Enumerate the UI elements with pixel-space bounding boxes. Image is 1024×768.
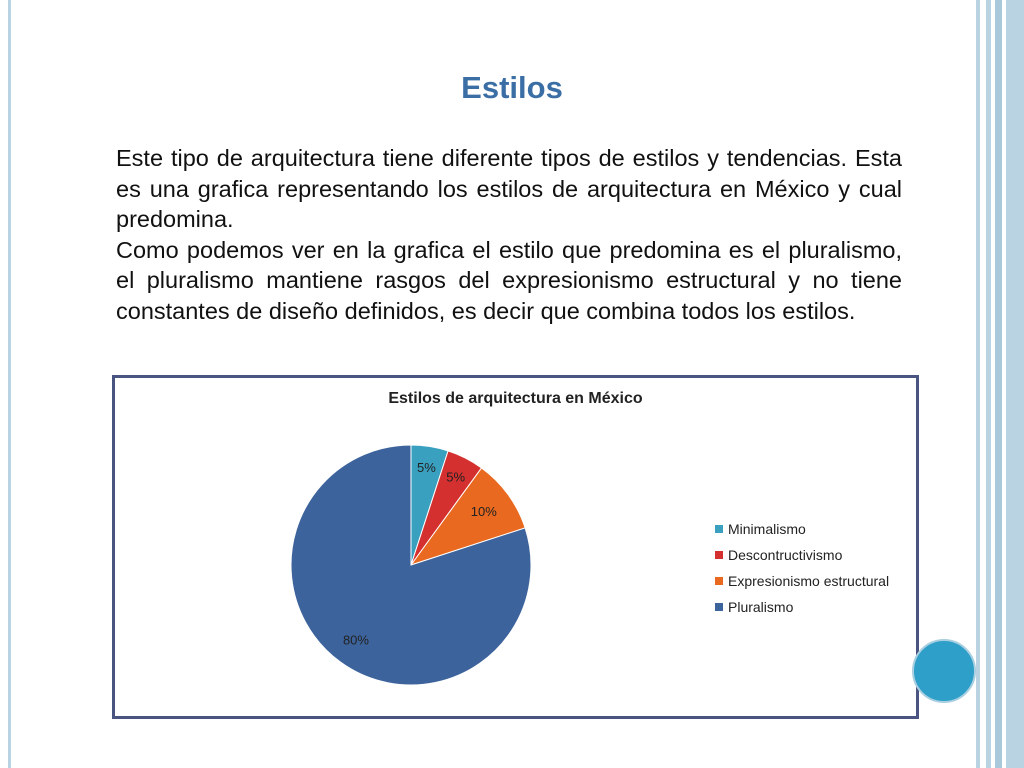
pie-data-label: 5% <box>446 469 466 485</box>
slide-title: Estilos <box>461 70 563 105</box>
legend-swatch <box>715 603 723 611</box>
legend-swatch <box>715 551 723 559</box>
pie-data-label: 80% <box>342 632 369 648</box>
paragraph-2: Como podemos ver en la grafica el estilo que predomina es el pluralismo, el pluralismo mantiene rasgos del expresionismo estructural y no tiene constantes de diseño definidos, es decir que combina todos los estilos. <box>116 236 902 324</box>
pie-data-label: 5% <box>416 459 436 475</box>
legend-item <box>715 594 889 620</box>
legend-label: Minimalismo <box>728 521 806 537</box>
legend-item <box>715 516 889 542</box>
paragraph-1: Este tipo de arquitectura tiene diferente tipos de estilos y tendencias. Esta es una grafica representando los estilos de arquitectura en México y cual predomina. <box>116 145 902 232</box>
right-decorative-bars <box>976 0 1024 768</box>
decorative-circle <box>912 639 976 703</box>
chart-legend <box>715 516 889 620</box>
legend-item <box>715 568 889 594</box>
legend-label: Expresionismo estructural <box>728 573 890 589</box>
legend-item <box>715 542 889 568</box>
legend-label: Descontructivismo <box>728 547 843 563</box>
legend-swatch <box>715 525 723 533</box>
pie-chart <box>112 375 919 719</box>
left-decorative-line <box>8 0 11 768</box>
legend-label: Pluralismo <box>728 599 794 615</box>
legend-swatch <box>715 577 723 585</box>
chart-title: Estilos de arquitectura en México <box>388 390 643 407</box>
pie-data-label: 10% <box>470 504 497 520</box>
slide-body <box>116 143 902 326</box>
